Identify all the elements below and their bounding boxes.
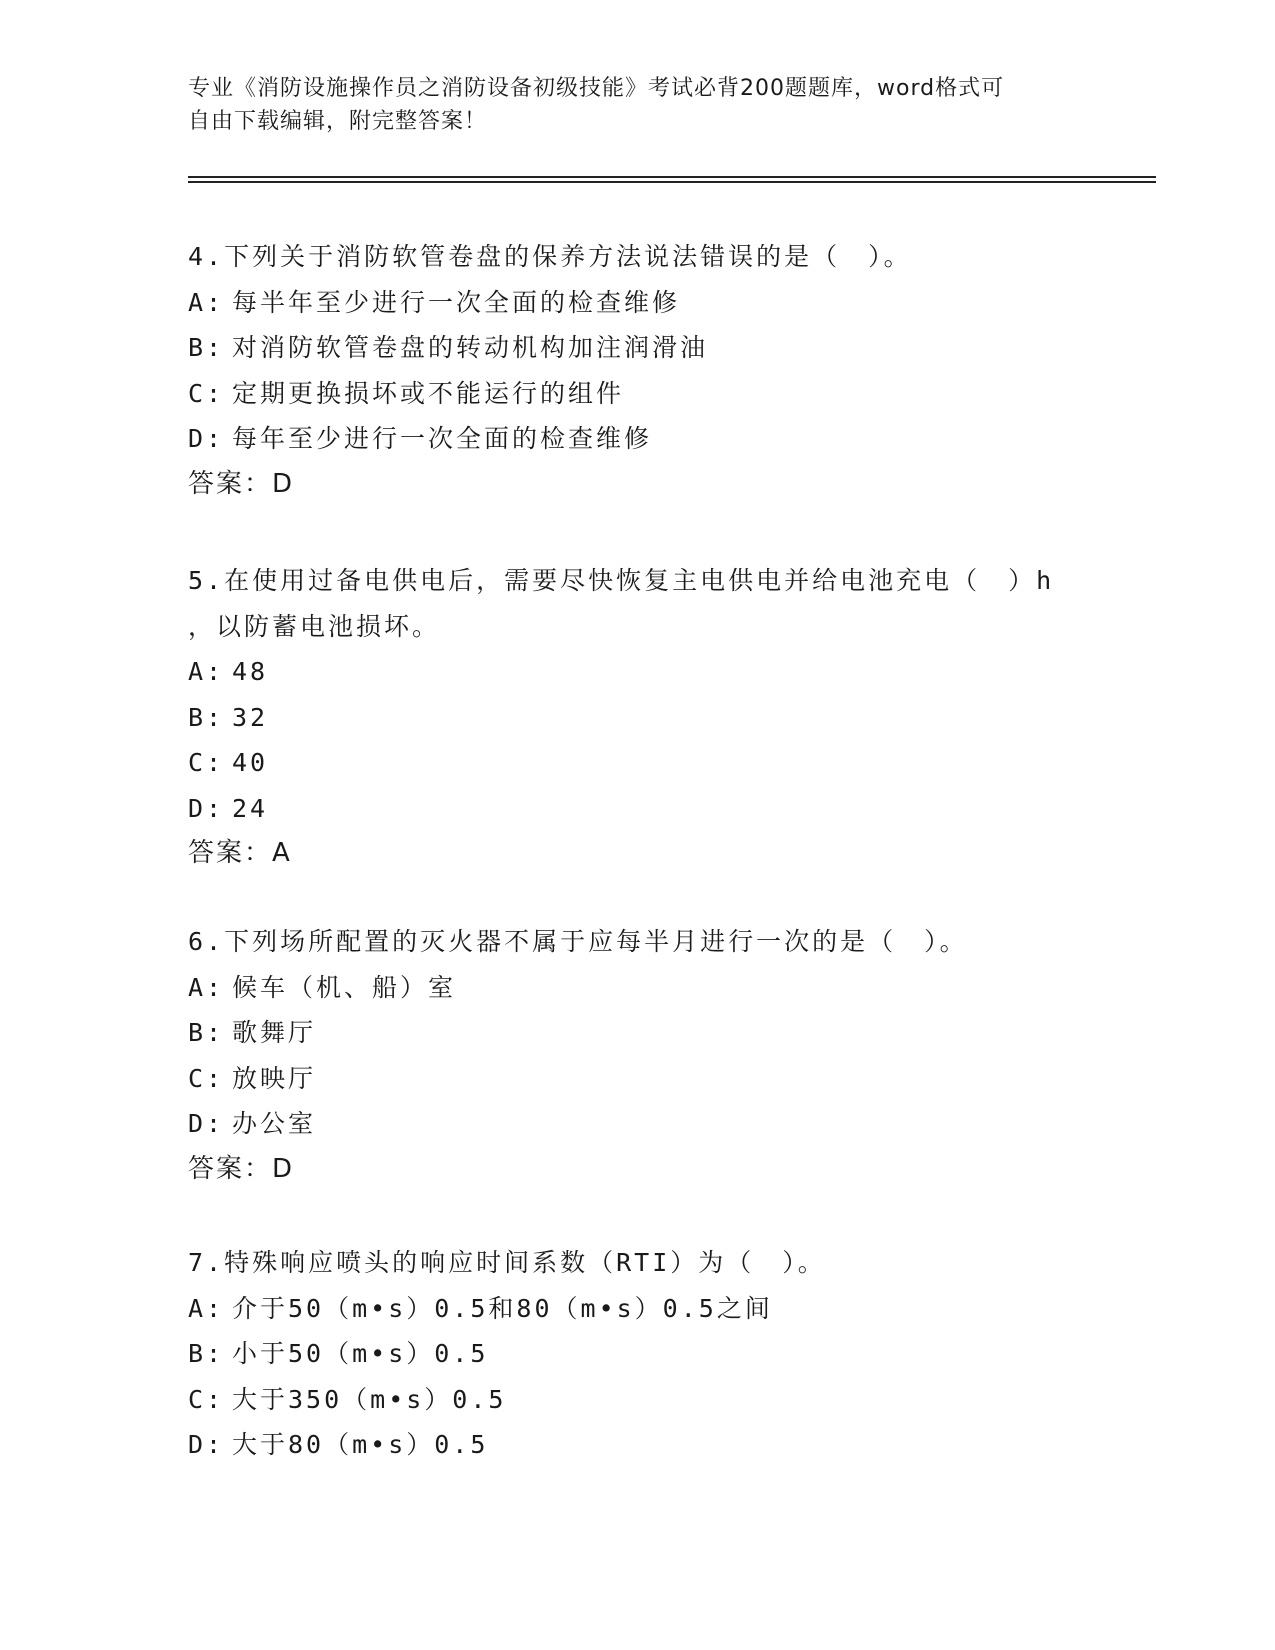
option-a <box>188 965 1088 1011</box>
option-text: 24 <box>232 793 269 823</box>
option-text: 介于50（m•s）0.5和80（m•s）0.5之间 <box>232 1293 773 1323</box>
option-key: C: <box>188 1384 225 1414</box>
option-b <box>188 325 1088 371</box>
option-text: 定期更换损坏或不能运行的组件 <box>232 378 625 408</box>
option-key: B: <box>188 1018 225 1047</box>
option-d <box>188 416 1088 462</box>
option-c <box>188 1056 1088 1102</box>
option-text: 办公室 <box>232 1109 317 1138</box>
option-a <box>188 649 1088 695</box>
question-7 <box>188 1240 1088 1468</box>
question-stem: 5.在使用过备电供电后，需要尽快恢复主电供电并给电池充电（ ）h <box>188 566 1055 595</box>
option-c <box>188 371 1088 417</box>
option-key: C: <box>188 1063 225 1093</box>
option-key: A: <box>188 287 225 317</box>
option-text: 48 <box>232 657 269 686</box>
option-text: 大于350（m•s）0.5 <box>232 1384 507 1414</box>
header-divider-bottom <box>188 181 1156 183</box>
option-key: C: <box>188 748 225 777</box>
option-text: 候车（机、船）室 <box>232 972 457 1002</box>
option-key: A: <box>188 1293 225 1323</box>
question-5 <box>188 558 1088 877</box>
header-line-2: 自由下载编辑，附完整答案！ <box>188 109 488 134</box>
option-key: B: <box>188 702 225 732</box>
header-divider-top <box>188 176 1156 178</box>
option-key: A: <box>188 657 225 686</box>
option-key: C: <box>188 378 225 408</box>
option-b <box>188 695 1088 741</box>
option-key: D: <box>188 1430 225 1459</box>
question-stem: 6.下列场所配置的灭火器不属于应每半月进行一次的是（ ）。 <box>188 927 968 956</box>
question-4 <box>188 234 1088 507</box>
option-text: 每半年至少进行一次全面的检查维修 <box>232 287 681 317</box>
option-c <box>188 1377 1088 1423</box>
answer: 答案：A <box>188 838 292 868</box>
question-6 <box>188 919 1088 1192</box>
question-stem: 7.特殊响应喷头的响应时间系数（RTI）为（ ）。 <box>188 1248 826 1277</box>
question-stem: 4.下列关于消防软管卷盘的保养方法说法错误的是（ ）。 <box>188 242 912 271</box>
option-text: 小于50（m•s）0.5 <box>232 1339 489 1368</box>
option-a <box>188 280 1088 326</box>
option-key: D: <box>188 1109 225 1138</box>
option-d <box>188 786 1088 832</box>
option-d <box>188 1422 1088 1468</box>
option-d <box>188 1101 1088 1147</box>
option-text: 放映厅 <box>232 1063 317 1093</box>
option-c <box>188 740 1088 786</box>
option-text: 大于80（m•s）0.5 <box>232 1430 489 1459</box>
option-key: B: <box>188 333 225 362</box>
option-a <box>188 1286 1088 1332</box>
option-key: A: <box>188 972 225 1002</box>
option-key: D: <box>188 424 225 453</box>
option-text: 每年至少进行一次全面的检查维修 <box>232 424 653 453</box>
option-text: 40 <box>232 748 269 777</box>
option-b <box>188 1331 1088 1377</box>
document-header <box>188 72 1088 138</box>
answer: 答案：D <box>188 468 295 499</box>
header-line-1: 专业《消防设施操作员之消防设备初级技能》考试必背200题题库，word格式可 <box>188 76 1005 101</box>
option-text: 32 <box>232 702 269 732</box>
question-stem-continued: ，以防蓄电池损坏。 <box>188 611 441 641</box>
answer: 答案：D <box>188 1153 295 1184</box>
option-key: B: <box>188 1339 225 1368</box>
option-key: D: <box>188 793 225 823</box>
option-text: 对消防软管卷盘的转动机构加注润滑油 <box>232 333 709 362</box>
option-text: 歌舞厅 <box>232 1018 317 1047</box>
option-b <box>188 1010 1088 1056</box>
